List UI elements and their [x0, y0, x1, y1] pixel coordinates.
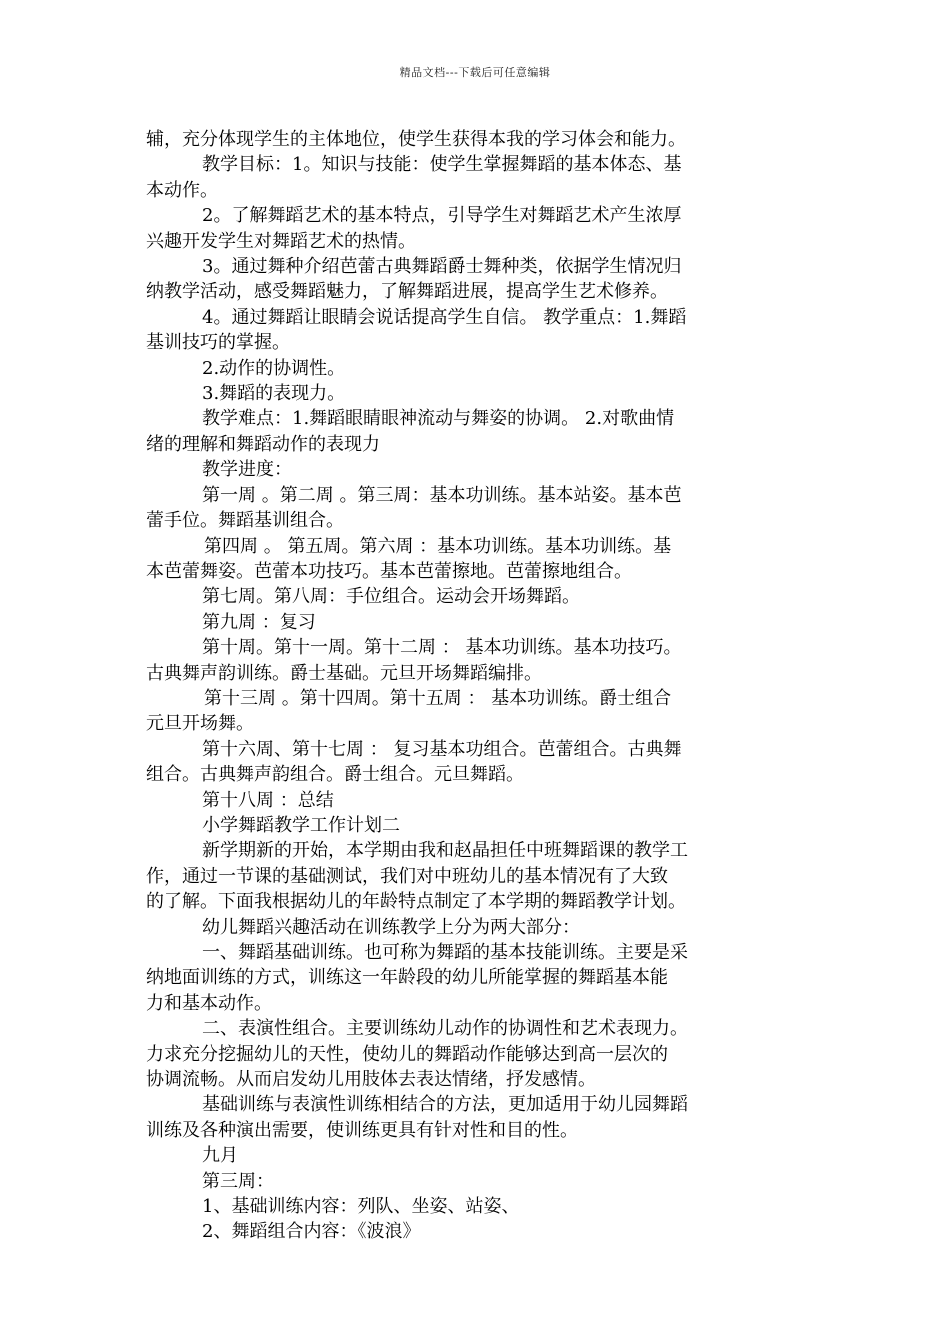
text-line: 第三周： — [202, 1170, 274, 1192]
text-line: 本动作。 — [146, 179, 218, 201]
text-line: 本芭蕾舞姿。芭蕾本功技巧。基本芭蕾擦地。芭蕾擦地组合。 — [146, 560, 632, 582]
text-line: 兴趣开发学生对舞蹈艺术的热情。 — [146, 230, 416, 252]
document-body — [146, 127, 812, 1245]
text-line: 力和基本动作。 — [146, 992, 272, 1014]
text-line: 绪的理解和舞蹈动作的表现力 — [146, 433, 380, 455]
text-line: 第十六周、第十七周 ： 复习基本功组合。芭蕾组合。古典舞 — [202, 738, 682, 760]
text-line: 协调流畅。从而启发幼儿用肢体去表达情绪，抒发感情。 — [146, 1069, 596, 1091]
page-header: 精品文档---下载后可任意编辑 — [399, 66, 551, 79]
text-line: 2.动作的协调性。 — [202, 357, 346, 379]
text-line: 教学进度： — [202, 459, 292, 481]
text-line: 幼儿舞蹈兴趣活动在训练教学上分为两大部分： — [202, 916, 580, 938]
text-line: 训练及各种演出需要，使训练更具有针对性和目的性。 — [146, 1119, 578, 1141]
text-line: 九月 — [202, 1145, 238, 1167]
text-line: 力求充分挖掘幼儿的天性，使幼儿的舞蹈动作能够达到高一层次的 — [146, 1043, 668, 1065]
text-line: 1、基础训练内容：列队、坐姿、站姿、 — [202, 1196, 520, 1218]
text-line: 古典舞声韵训练。爵士基础。元旦开场舞蹈编排。 — [146, 662, 542, 684]
text-line: 基训技巧的掌握。 — [146, 332, 290, 354]
text-line: 3。通过舞种介绍芭蕾古典舞蹈爵士舞种类，依据学生情况归 — [202, 256, 682, 278]
text-line: 作，通过一节课的基础测试，我们对中班幼儿的基本情况有了大致 — [146, 865, 668, 887]
text-line: 新学期新的开始，本学期由我和赵晶担任中班舞蹈课的教学工 — [202, 840, 688, 862]
text-line: 的了解。下面我根据幼儿的年龄特点制定了本学期的舞蹈教学计划。 — [146, 891, 686, 913]
text-line: 第十三周 。第十四周。第十五周 ： 基本功训练。爵士组合 — [204, 687, 672, 709]
text-line: 第九周 ：复习 — [202, 611, 316, 633]
text-line: 第四周 。 第五周。第六周 ：基本功训练。基本功训练。基 — [204, 535, 672, 557]
text-line: 教学目标：1。知识与技能：使学生掌握舞蹈的基本体态、基 — [202, 154, 682, 176]
text-line: 基础训练与表演性训练相结合的方法，更加适用于幼儿园舞蹈 — [202, 1094, 688, 1116]
text-line: 辅，充分体现学生的主体地位，使学生获得本我的学习体会和能力。 — [146, 129, 686, 150]
text-line: 纳地面训练的方式，训练这一年龄段的幼儿所能掌握的舞蹈基本能 — [146, 967, 668, 989]
text-line: 二、表演性组合。主要训练幼儿动作的协调性和艺术表现力。 — [202, 1018, 688, 1040]
text-line: 蕾手位。舞蹈基训组合。 — [146, 510, 344, 532]
text-line: 小学舞蹈教学工作计划二 — [202, 814, 400, 836]
text-line: 3.舞蹈的表现力。 — [202, 383, 346, 405]
text-line: 组合。古典舞声韵组合。爵士组合。元旦舞蹈。 — [146, 764, 524, 786]
text-line: 一、舞蹈基础训练。也可称为舞蹈的基本技能训练。主要是采 — [202, 942, 688, 963]
text-line: 2、舞蹈组合内容：《波浪》 — [202, 1221, 421, 1243]
text-line: 2。了解舞蹈艺术的基本特点，引导学生对舞蹈艺术产生浓厚 — [202, 205, 682, 227]
text-line: 元旦开场舞。 — [146, 713, 254, 735]
text-line: 纳教学活动，感受舞蹈魅力，了解舞蹈进展，提高学生艺术修养。 — [146, 281, 668, 303]
text-line: 第七周。第八周：手位组合。运动会开场舞蹈。 — [202, 586, 580, 608]
text-line: 第一周 。第二周 。第三周：基本功训练。基本站姿。基本芭 — [202, 484, 682, 506]
text-line: 4。通过舞蹈让眼睛会说话提高学生自信。 教学重点：1.舞蹈 — [202, 306, 687, 328]
text-line: 第十八周 ：总结 — [202, 789, 334, 811]
text-line: 第十周。第十一周。第十二周 ： 基本功训练。基本功技巧。 — [202, 637, 682, 659]
text-line: 教学难点：1.舞蹈眼睛眼神流动与舞姿的协调。 2.对歌曲情 — [202, 408, 675, 430]
